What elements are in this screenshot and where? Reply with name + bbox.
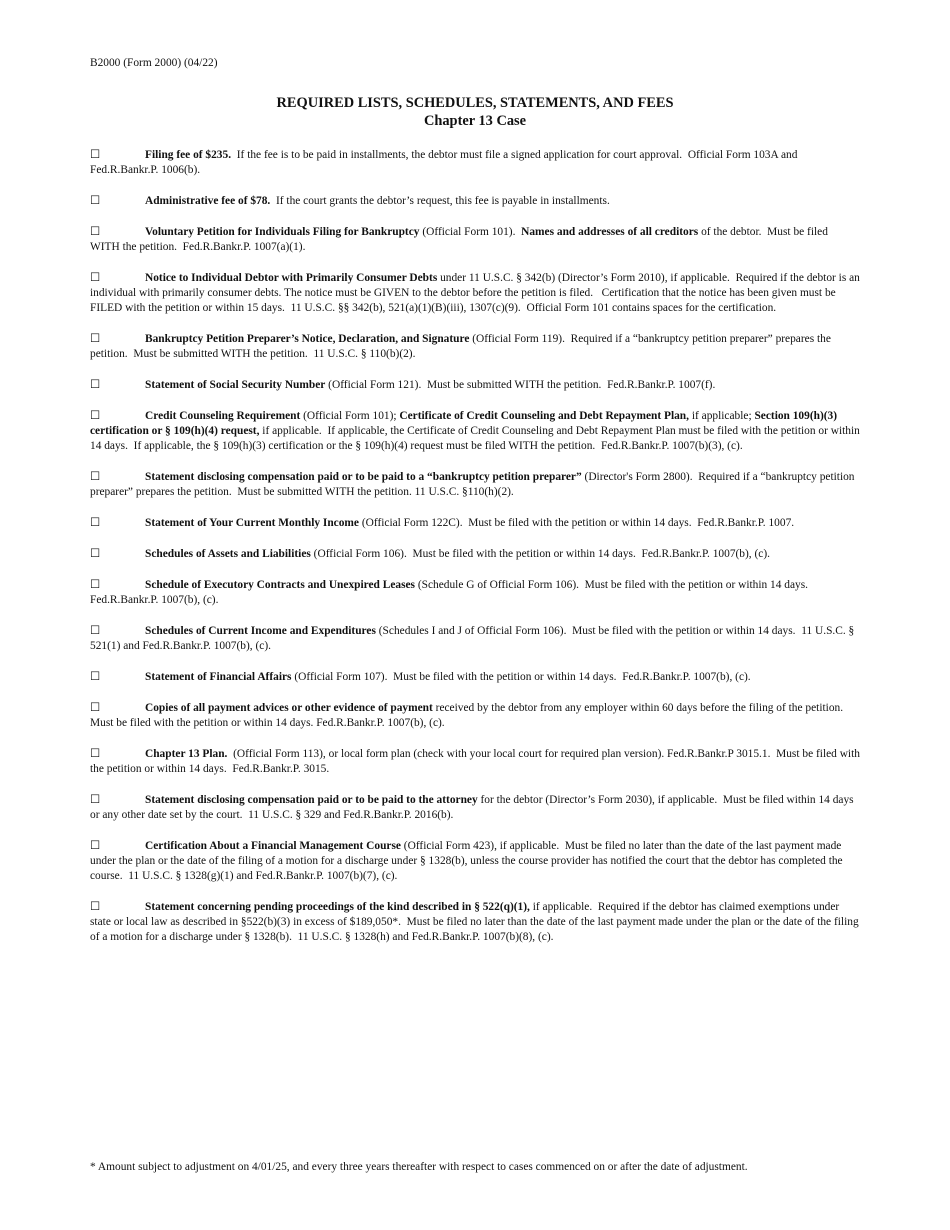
checkbox-icon[interactable]: ☐ xyxy=(90,838,101,852)
requirement-text: (Official Form 119). Required if a “bankruptcy petition preparer” prepares the petition. Must be submitted WITH the petition. 11 U.S.C. § 110(b)(2). xyxy=(90,333,834,360)
requirement-text: under 11 U.S.C. § 342(b) (Director’s Form 2010), if applicable. Required if the debtor is an individual with primarily consumer debts. The notice must be GIVEN to the debtor before the petition is filed. Certification that the notice has been given must be FILED with the petition or within 15 days. 11 U.S.C. §§ 342(b), 521(a)(1)(B)(iii), 1307(c)(9). Official Form 101 contains spaces for the certification. xyxy=(90,272,863,314)
requirement-title: Section 109(h)(3) certification or § 109(h)(4) request, xyxy=(90,410,840,437)
checkbox-icon[interactable]: ☐ xyxy=(90,331,101,345)
checkbox-icon[interactable]: ☐ xyxy=(90,577,101,591)
requirement-item xyxy=(90,270,863,316)
requirement-text: (Official Form 122C). Must be filed with the petition or within 14 days. Fed.R.Bankr.P. 1007. xyxy=(358,517,795,529)
requirement-item xyxy=(90,408,863,454)
requirement-text: (Director's Form 2800). Required if a “bankruptcy petition preparer” prepares the petition. Must be submitted WITH the petition. 11 U.S.C. §110(h)(2). xyxy=(90,471,858,498)
requirement-item xyxy=(90,792,860,823)
requirement-text: received by the debtor from any employer within 60 days before the filing of the petition. Must be filed with the petition or within 14 days. Fed.R.Bankr.P. 1007(b), (c). xyxy=(90,702,849,729)
requirement-title: Statement disclosing compensation paid or to be paid to a “bankruptcy petition preparer” xyxy=(145,471,582,483)
checkbox-icon[interactable]: ☐ xyxy=(90,669,101,683)
checkbox-icon[interactable]: ☐ xyxy=(90,515,101,529)
requirements-list xyxy=(90,147,863,960)
requirement-text: (Schedule G of Official Form 106). Must be filed with the petition or within 14 days. Fed.R.Bankr.P. 1007(b), (c). xyxy=(90,579,814,606)
checkbox-icon[interactable]: ☐ xyxy=(90,270,101,284)
form-id: B2000 (Form 2000) (04/22) xyxy=(90,57,218,69)
requirement-title: Chapter 13 Plan. xyxy=(145,748,228,760)
requirement-title: Schedules of Assets and Liabilities xyxy=(145,548,311,560)
checkbox-icon[interactable]: ☐ xyxy=(90,746,101,760)
requirement-title: Statement concerning pending proceedings of the kind described in § 522(q)(1), xyxy=(145,901,530,913)
requirement-item xyxy=(90,838,860,884)
requirement-text: If the fee is to be paid in installments, the debtor must file a signed application for court approval. Official Form 103A and Fed.R.Bankr.P. 1006(b). xyxy=(90,149,801,176)
requirement-item xyxy=(90,147,860,178)
document-header xyxy=(90,94,860,130)
requirement-title: Schedule of Executory Contracts and Unexpired Leases xyxy=(145,579,415,591)
requirement-text: of the debtor. Must be filed WITH the petition. Fed.R.Bankr.P. 1007(a)(1). xyxy=(90,226,831,253)
requirement-item xyxy=(90,546,860,562)
requirement-text: if applicable. Required if the debtor has claimed exemptions under state or local law as described in §522(b)(3) in excess of $189,050*. Must be filed no later than the date of the last payment made under the plan or the date of the filing of a motion for a discharge under § 1328(b). 11 U.S.C. § 1328(h) and Fed.R.Bankr.P. 1007(b)(8), (c). xyxy=(90,901,862,943)
requirement-item xyxy=(90,377,860,393)
requirement-text: (Official Form 113), or local form plan (check with your local court for required plan version). Fed.R.Bankr.P 3015.1. Must be filed with the petition or within 14 days. Fed.R.Bankr.P. 3015. xyxy=(90,748,863,775)
requirement-title: Filing fee of $235. xyxy=(145,149,232,161)
requirement-text: (Schedules I and J of Official Form 106). Must be filed with the petition or within 14 days. 11 U.S.C. § 521(1) and Fed.R.Bankr.P. 1007(b), (c). xyxy=(90,625,858,652)
checkbox-icon[interactable]: ☐ xyxy=(90,147,101,161)
requirement-item xyxy=(90,623,860,654)
checkbox-icon[interactable]: ☐ xyxy=(90,193,101,207)
checkbox-icon[interactable]: ☐ xyxy=(90,700,101,714)
requirement-text: (Official Form 423), if applicable. Must be filed no later than the date of the last payment made under the plan or the date of the filing of a motion for a discharge under § 1328(b), unless the course provider has notified the court that the debtor has completed the course. 11 U.S.C. § 1328(g)(1) and Fed.R.Bankr.P. 1007(b)(7), (c). xyxy=(90,840,846,882)
requirement-title: Credit Counseling Requirement xyxy=(145,410,301,422)
requirement-title: Voluntary Petition for Individuals Filing for Bankruptcy xyxy=(145,226,420,238)
checkbox-icon[interactable]: ☐ xyxy=(90,623,101,637)
checkbox-icon[interactable]: ☐ xyxy=(90,899,101,913)
document-title: REQUIRED LISTS, SCHEDULES, STATEMENTS, AND FEES xyxy=(276,95,674,111)
requirement-title: Names and addresses of all creditors xyxy=(521,226,699,238)
requirement-item xyxy=(90,746,863,777)
requirement-text: (Official Form 107). Must be filed with the petition or within 14 days. Fed.R.Bankr.P. 1007(b), (c). xyxy=(291,671,751,683)
checkbox-icon[interactable]: ☐ xyxy=(90,546,101,560)
requirement-text: for the debtor (Director’s Form 2030), if applicable. Must be filed within 14 days or any other date set by the court. 11 U.S.C. § 329 and Fed.R.Bankr.P. 2016(b). xyxy=(90,794,857,821)
requirement-title: Bankruptcy Petition Preparer’s Notice, Declaration, and Signature xyxy=(145,333,470,345)
requirement-item xyxy=(90,515,860,531)
requirement-title: Certificate of Credit Counseling and Debt Repayment Plan, xyxy=(399,410,689,422)
requirement-item xyxy=(90,700,860,731)
requirement-title: Administrative fee of $78. xyxy=(145,195,271,207)
requirement-item xyxy=(90,577,860,608)
requirement-text: if applicable; xyxy=(688,410,755,422)
checkbox-icon[interactable]: ☐ xyxy=(90,377,101,391)
requirement-item xyxy=(90,469,860,500)
requirement-title: Certification About a Financial Management Course xyxy=(145,840,401,852)
requirement-text: (Official Form 121). Must be submitted WITH the petition. Fed.R.Bankr.P. 1007(f). xyxy=(325,379,716,391)
checkbox-icon[interactable]: ☐ xyxy=(90,792,101,806)
requirement-item xyxy=(90,224,860,255)
requirement-text: If the court grants the debtor’s request, this fee is payable in installments. xyxy=(270,195,610,207)
requirement-text: if applicable. If applicable, the Certificate of Credit Counseling and Debt Repayment Plan must be filed with the petition or within 14 days. If applicable, the § 109(h)(3) certification or the § 109(h)(4) request must be filed WITH the petition. Fed.R.Bankr.P. 1007(b)(3), (c). xyxy=(90,425,863,452)
requirement-item xyxy=(90,331,860,362)
requirement-text: (Official Form 106). Must be filed with the petition or within 14 days. Fed.R.Bankr.P. 1007(b), (c). xyxy=(310,548,770,560)
requirement-title: Notice to Individual Debtor with Primarily Consumer Debts xyxy=(145,272,438,284)
requirement-item xyxy=(90,899,860,945)
requirement-title: Schedules of Current Income and Expenditures xyxy=(145,625,376,637)
requirement-text: (Official Form 101). xyxy=(419,226,522,238)
document-subtitle: Chapter 13 Case xyxy=(423,113,527,129)
requirement-title: Statement of Social Security Number xyxy=(145,379,326,391)
requirement-title: Statement of Your Current Monthly Income xyxy=(145,517,359,529)
requirement-item xyxy=(90,193,860,209)
footnote: * Amount subject to adjustment on 4/01/25, and every three years thereafter with respect to cases commenced on or after the date of adjustment. xyxy=(90,1161,748,1173)
requirement-title: Statement of Financial Affairs xyxy=(145,671,292,683)
requirement-item xyxy=(90,669,860,685)
checkbox-icon[interactable]: ☐ xyxy=(90,408,101,422)
requirement-title: Copies of all payment advices or other evidence of payment xyxy=(145,702,433,714)
requirement-text: (Official Form 101); xyxy=(300,410,400,422)
checkbox-icon[interactable]: ☐ xyxy=(90,224,101,238)
requirement-title: Statement disclosing compensation paid or to be paid to the attorney xyxy=(145,794,478,806)
checkbox-icon[interactable]: ☐ xyxy=(90,469,101,483)
